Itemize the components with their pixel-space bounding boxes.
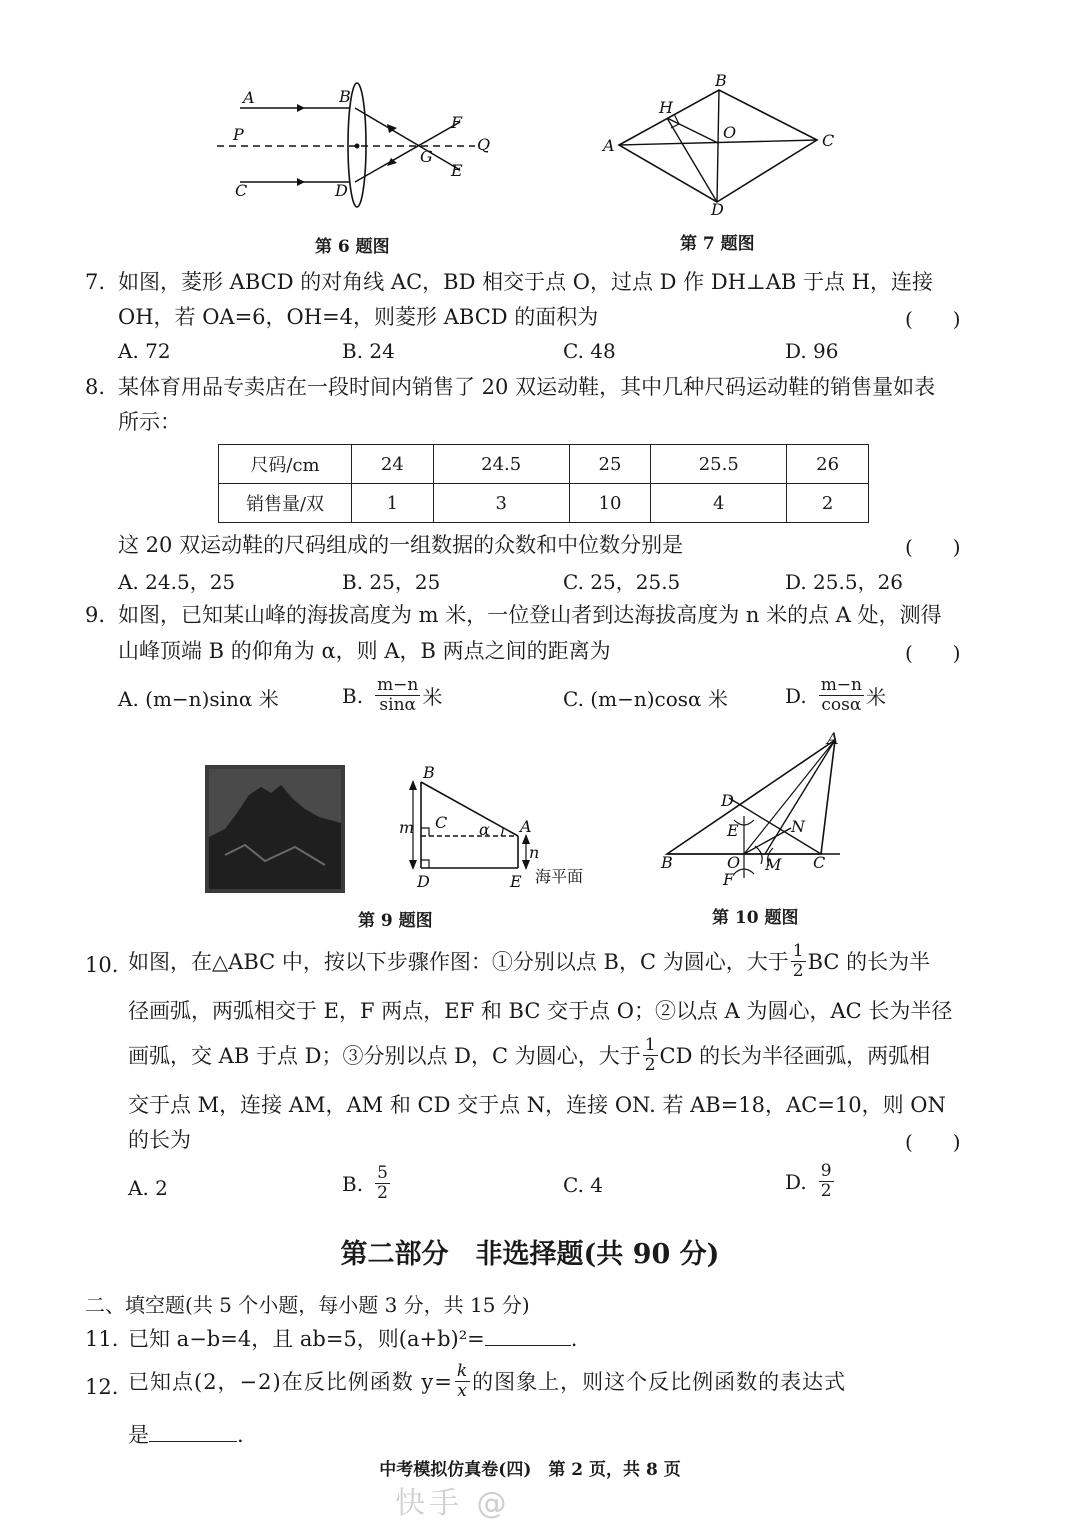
label-o: O (723, 123, 737, 142)
unit: 米 (422, 685, 443, 709)
text: 是 (128, 1423, 149, 1447)
label-q: Q (477, 135, 491, 154)
figure-6 (205, 70, 515, 215)
option-label: D. (785, 683, 807, 708)
q8-question: 这 20 双运动鞋的尺码组成的一组数据的众数和中位数分别是 (118, 533, 684, 557)
label-e: E (510, 872, 522, 891)
q10-line5: 的长为 (128, 1128, 191, 1152)
q9-option-d[interactable] (785, 676, 886, 715)
text: CD 的长为半径画弧，两弧相 (659, 1043, 931, 1068)
q8-option-a[interactable]: A. 24.5，25 (118, 570, 236, 594)
text: BC 的长为半 (807, 949, 931, 974)
fraction (375, 676, 420, 715)
numerator: k (456, 1361, 469, 1381)
q10-option-d[interactable] (785, 1162, 836, 1201)
numerator: 5 (377, 1163, 388, 1183)
text: 如图，在△ABC 中，按以下步骤作图：①分别以点 B，C 为圆心，大于 (128, 949, 789, 974)
fraction (819, 1162, 834, 1201)
unit: 米 (866, 685, 887, 709)
label-n: n (529, 843, 540, 862)
q9-line2: 山峰顶端 B 的仰角为 α，则 A，B 两点之间的距离为 (118, 639, 611, 663)
q11-answer-blank[interactable] (485, 1345, 571, 1346)
table-cell: 1 (352, 484, 434, 523)
text: 的图象上，则这个反比例函数的表达式 (472, 1369, 847, 1394)
table-cell: 10 (569, 484, 651, 523)
q9-option-b[interactable] (342, 676, 442, 715)
fraction (791, 942, 806, 981)
denominator: sinα (379, 695, 417, 715)
part2-title: 第二部分 非选择题(共 90 分) (340, 1239, 720, 1270)
q8-table (218, 444, 869, 523)
label-h: H (659, 98, 673, 117)
figure-10 (655, 728, 860, 893)
fig10-caption: 第 10 题图 (712, 908, 799, 928)
fig9-caption: 第 9 题图 (358, 911, 433, 931)
q10-number: 10. (85, 953, 119, 977)
label-b: B (661, 853, 673, 872)
option-label: B. (342, 1171, 364, 1196)
label-o: O (727, 853, 741, 872)
q7-line2: OH，若 OA=6，OH=4，则菱形 ABCD 的面积为 (118, 305, 599, 329)
label-c: C (235, 181, 248, 200)
label-d: D (335, 181, 348, 200)
denominator: 2 (644, 1055, 656, 1075)
q12-line1 (128, 1362, 846, 1401)
label-c: C (435, 813, 448, 832)
q9-option-a[interactable]: A. (m−n)sinα 米 (118, 687, 279, 711)
label-c: C (813, 853, 826, 872)
fraction (455, 1362, 470, 1401)
text: . (237, 1423, 244, 1447)
table-row (219, 484, 869, 523)
q8-number: 8. (85, 375, 106, 399)
label-c: C (822, 131, 835, 150)
label-a: A (827, 729, 839, 748)
q8-line2: 所示： (118, 410, 181, 434)
label-f: F (723, 870, 735, 889)
text: 画弧，交 AB 于点 D；③分别以点 D，C 为圆心，大于 (128, 1043, 641, 1068)
triangle-abc (667, 740, 835, 854)
label-b: B (715, 72, 727, 90)
q8-option-b[interactable]: B. 25，25 (342, 570, 441, 594)
q7-number: 7. (85, 270, 106, 294)
table-cell: 尺码/cm (219, 445, 352, 484)
q8-line1: 某体育用品专卖店在一段时间内销售了 20 双运动鞋，其中几种尺码运动鞋的销售量如表 (118, 375, 936, 399)
label-d: D (711, 200, 724, 217)
q9-number: 9. (85, 603, 106, 627)
label-d: D (417, 872, 430, 891)
label-b: B (339, 87, 351, 106)
q11-number: 11. (85, 1327, 119, 1351)
label-alpha: α (479, 820, 490, 839)
q7-option-c[interactable]: C. 48 (563, 339, 616, 363)
numerator: 1 (792, 941, 804, 961)
q10-line1 (128, 942, 930, 981)
table-cell: 25 (569, 445, 651, 484)
q7-answer-paren[interactable]: ( ) (905, 307, 961, 331)
q9-answer-paren[interactable]: ( ) (905, 641, 961, 665)
q10-option-c[interactable]: C. 4 (563, 1173, 604, 1197)
q10-option-b[interactable] (342, 1164, 392, 1203)
page-footer: 中考模拟仿真卷(四) 第 2 页，共 8 页 (379, 1460, 681, 1480)
figure-9 (395, 762, 605, 897)
q10-line3 (128, 1036, 930, 1075)
text: 已知点(2，−2)在反比例函数 y= (128, 1369, 453, 1394)
fraction (643, 1036, 658, 1075)
q9-option-c[interactable]: C. (m−n)cosα 米 (563, 687, 728, 711)
fig7-caption: 第 7 题图 (680, 234, 755, 254)
label-g: G (420, 147, 433, 166)
q8-answer-paren[interactable]: ( ) (905, 535, 961, 559)
table-row (219, 445, 869, 484)
q10-line2: 径画弧，两弧相交于 E，F 两点，EF 和 BC 交于点 O；②以点 A 为圆心，AC 长为半径 (128, 999, 953, 1023)
table-cell: 3 (433, 484, 569, 523)
numerator: 1 (644, 1035, 656, 1055)
q12-answer-blank[interactable] (149, 1441, 237, 1442)
table-cell: 24.5 (433, 445, 569, 484)
table-cell: 销售量/双 (219, 484, 352, 523)
table-cell: 2 (787, 484, 869, 523)
label-m: m (399, 818, 415, 837)
q7-option-a[interactable]: A. 72 (118, 339, 171, 363)
q10-option-a[interactable]: A. 2 (128, 1176, 168, 1200)
q9-line1: 如图，已知某山峰的海拔高度为 m 米，一位登山者到达海拔高度为 n 米的点 A 处，测得 (118, 603, 942, 627)
numerator: 9 (820, 1161, 832, 1181)
denominator: x (457, 1381, 468, 1401)
label-n: N (791, 817, 805, 836)
figure-7 (595, 72, 845, 217)
table-cell: 24 (352, 445, 434, 484)
denominator: 2 (792, 961, 804, 981)
q7-line1: 如图，菱形 ABCD 的对角线 AC，BD 相交于点 O，过点 D 作 DH⊥AB 于点 H，连接 (118, 270, 934, 294)
watermark: 快手 @ (395, 1486, 511, 1521)
label-e: E (727, 821, 739, 840)
table-cell: 4 (651, 484, 787, 523)
denominator: cosα (821, 695, 862, 715)
q7-option-b[interactable]: B. 24 (342, 339, 395, 363)
fig6-caption: 第 6 题图 (315, 237, 390, 257)
label-a: A (520, 817, 532, 836)
label-d: D (721, 791, 734, 810)
q12-line2 (128, 1418, 244, 1452)
label-a: A (243, 88, 255, 107)
label-a: A (603, 136, 615, 155)
label-f: F (451, 113, 463, 132)
fraction (819, 676, 864, 715)
table-cell: 26 (787, 445, 869, 484)
q8-option-d[interactable]: D. 25.5，26 (785, 570, 904, 594)
fraction (375, 1164, 390, 1203)
label-b: B (423, 763, 435, 782)
table-cell: 25.5 (651, 445, 787, 484)
text: 已知 a−b=4，且 ab=5，则(a+b)²= (128, 1327, 485, 1351)
q8-option-c[interactable]: C. 25，25.5 (563, 570, 681, 594)
label-p: P (233, 125, 244, 144)
q7-option-d[interactable]: D. 96 (785, 339, 839, 363)
denominator: 2 (377, 1183, 388, 1203)
section2-heading: 二、填空题(共 5 个小题，每小题 3 分，共 15 分) (85, 1293, 530, 1317)
q10-answer-paren[interactable]: ( ) (905, 1130, 961, 1154)
numerator: m−n (377, 675, 419, 695)
q11-line (128, 1322, 577, 1356)
text: . (570, 1327, 578, 1351)
q10-line4: 交于点 M，连接 AM，AM 和 CD 交于点 N，连接 ON. 若 AB=18，AC=10，则 ON (128, 1093, 946, 1117)
option-label: B. (342, 683, 364, 708)
label-sea-level: 海平面 (535, 867, 584, 886)
numerator: m−n (820, 675, 863, 695)
option-label: D. (785, 1169, 807, 1194)
q12-number: 12. (85, 1375, 119, 1399)
label-e: E (451, 161, 463, 180)
mountain-photo (205, 765, 345, 893)
denominator: 2 (820, 1181, 832, 1201)
label-m: M (765, 855, 782, 874)
